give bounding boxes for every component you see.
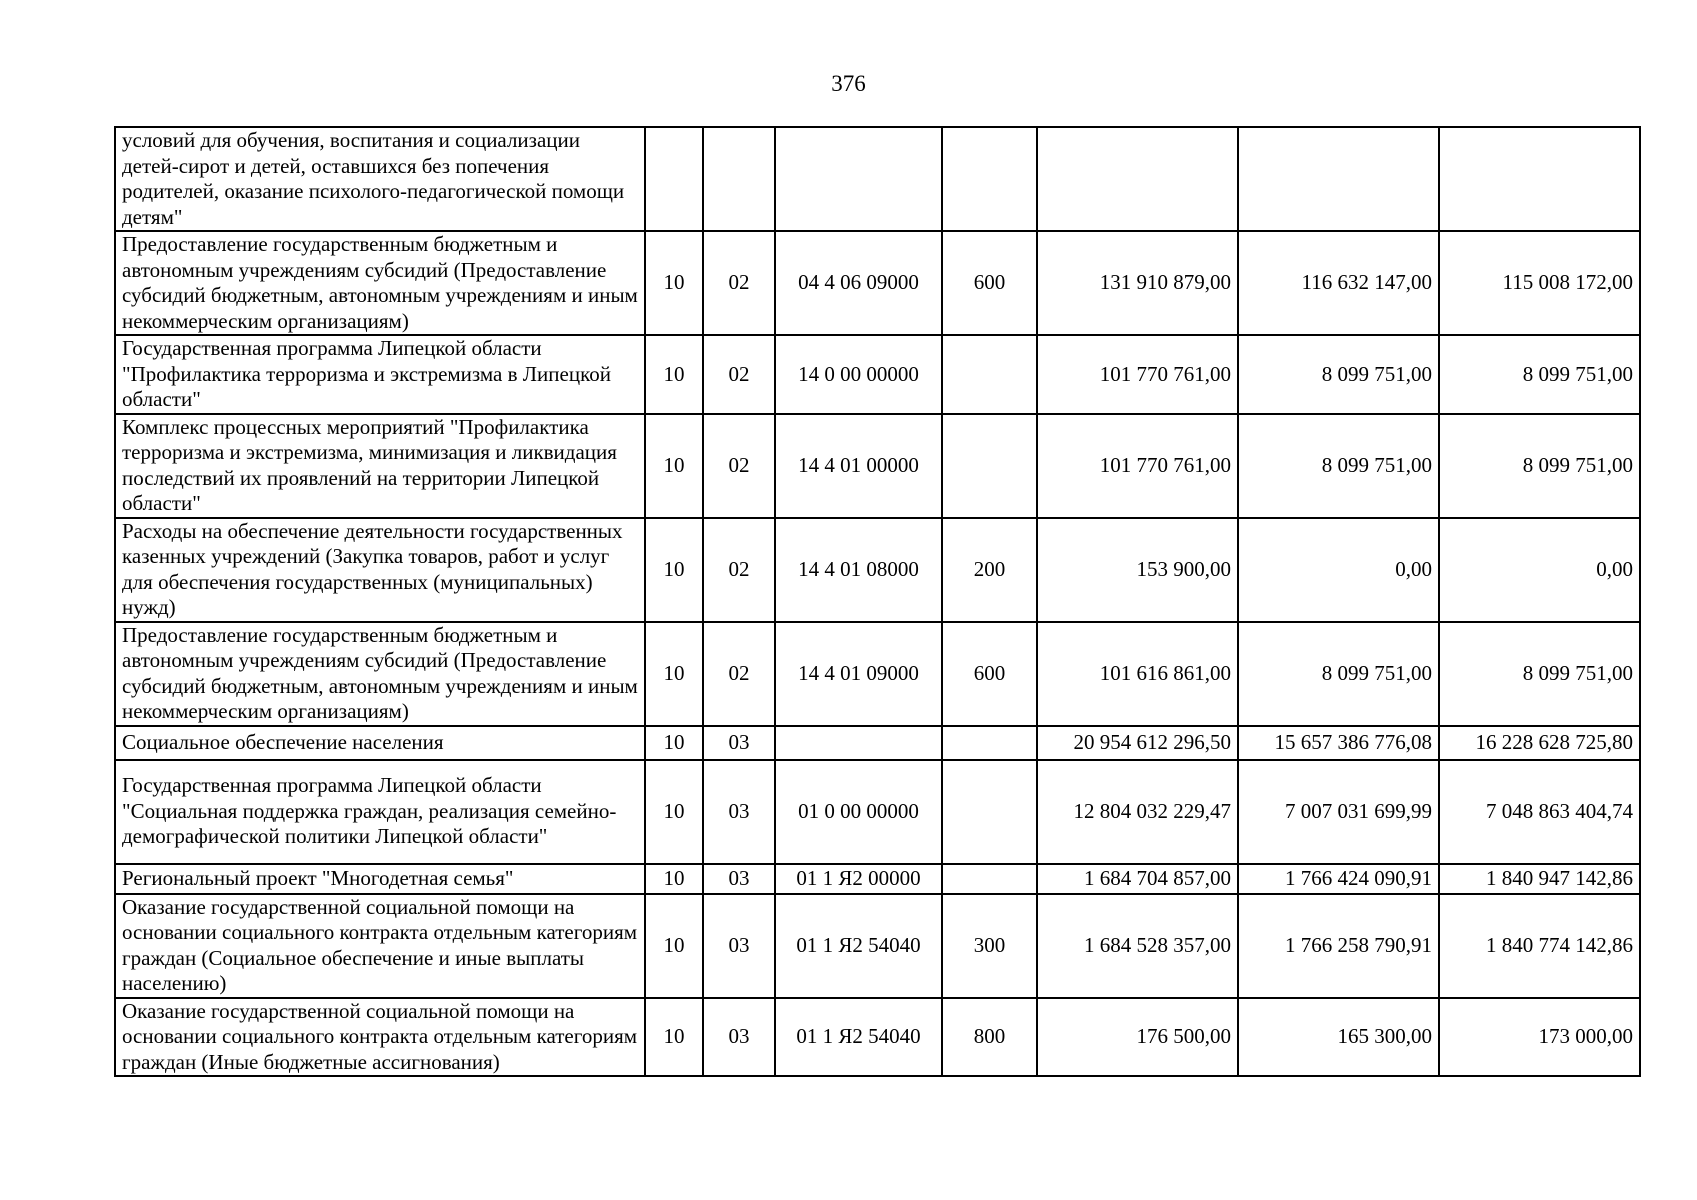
row-amount-1: 101 616 861,00 — [1037, 622, 1238, 726]
row-amount-3 — [1439, 127, 1640, 231]
table-row — [115, 998, 1640, 1077]
row-subsection — [703, 127, 775, 231]
row-subsection: 02 — [703, 335, 775, 414]
row-name: Предоставление государственным бюджетным и автономным учреждениям субсидий (Предоставление субсидий бюджетным, автономным учреждениям и иным некоммерческим организациям) — [115, 622, 645, 726]
row-name: Государственная программа Липецкой области "Социальная поддержка граждан, реализация семейно-демографической политики Липецкой области" — [115, 760, 645, 864]
row-amount-3: 8 099 751,00 — [1439, 335, 1640, 414]
table-row — [115, 231, 1640, 335]
row-amount-3: 1 840 774 142,86 — [1439, 894, 1640, 998]
row-target-article — [775, 127, 942, 231]
row-section: 10 — [645, 518, 703, 622]
row-name: Государственная программа Липецкой области "Профилактика терроризма и экстремизма в Липецкой области" — [115, 335, 645, 414]
row-target-article — [775, 726, 942, 760]
row-name: условий для обучения, воспитания и социализации детей-сирот и детей, оставшихся без попечения родителей, оказание психолого-педагогической помощи детям" — [115, 127, 645, 231]
row-expense-type — [942, 760, 1037, 864]
table-row — [115, 622, 1640, 726]
table-row — [115, 864, 1640, 894]
row-target-article: 01 1 Я2 54040 — [775, 998, 942, 1077]
page-number: 376 — [831, 71, 866, 96]
row-amount-2: 116 632 147,00 — [1238, 231, 1439, 335]
row-amount-1: 131 910 879,00 — [1037, 231, 1238, 335]
row-name: Региональный проект "Многодетная семья" — [115, 864, 645, 894]
row-name: Предоставление государственным бюджетным и автономным учреждениям субсидий (Предоставление субсидий бюджетным, автономным учреждениям и иным некоммерческим организациям) — [115, 231, 645, 335]
row-target-article: 14 0 00 00000 — [775, 335, 942, 414]
row-expense-type: 800 — [942, 998, 1037, 1077]
row-section: 10 — [645, 760, 703, 864]
row-target-article: 01 1 Я2 00000 — [775, 864, 942, 894]
budget-table — [114, 126, 1641, 1077]
row-amount-2: 8 099 751,00 — [1238, 414, 1439, 518]
row-name: Оказание государственной социальной помощи на основании социального контракта отдельным категориям граждан (Иные бюджетные ассигнования) — [115, 998, 645, 1077]
row-subsection: 03 — [703, 726, 775, 760]
row-section: 10 — [645, 998, 703, 1077]
row-amount-3: 0,00 — [1439, 518, 1640, 622]
table-row — [115, 726, 1640, 760]
row-amount-1: 153 900,00 — [1037, 518, 1238, 622]
row-expense-type: 300 — [942, 894, 1037, 998]
row-subsection: 02 — [703, 518, 775, 622]
table-row — [115, 335, 1640, 414]
table-row — [115, 518, 1640, 622]
row-section: 10 — [645, 622, 703, 726]
row-amount-1: 101 770 761,00 — [1037, 335, 1238, 414]
row-section — [645, 127, 703, 231]
row-expense-type — [942, 127, 1037, 231]
row-name: Расходы на обеспечение деятельности государственных казенных учреждений (Закупка товаров, работ и услуг для обеспечения государственных (муниципальных) нужд) — [115, 518, 645, 622]
row-amount-3: 7 048 863 404,74 — [1439, 760, 1640, 864]
row-target-article: 04 4 06 09000 — [775, 231, 942, 335]
row-expense-type — [942, 335, 1037, 414]
row-amount-1 — [1037, 127, 1238, 231]
row-amount-2: 1 766 424 090,91 — [1238, 864, 1439, 894]
row-amount-1: 1 684 528 357,00 — [1037, 894, 1238, 998]
row-amount-3: 16 228 628 725,80 — [1439, 726, 1640, 760]
row-subsection: 02 — [703, 622, 775, 726]
row-subsection: 02 — [703, 231, 775, 335]
row-amount-3: 1 840 947 142,86 — [1439, 864, 1640, 894]
row-section: 10 — [645, 335, 703, 414]
row-target-article: 01 1 Я2 54040 — [775, 894, 942, 998]
row-amount-1: 1 684 704 857,00 — [1037, 864, 1238, 894]
row-subsection: 03 — [703, 864, 775, 894]
row-section: 10 — [645, 894, 703, 998]
row-expense-type — [942, 414, 1037, 518]
row-name: Социальное обеспечение населения — [115, 726, 645, 760]
row-amount-3: 115 008 172,00 — [1439, 231, 1640, 335]
row-amount-2 — [1238, 127, 1439, 231]
row-subsection: 03 — [703, 894, 775, 998]
row-subsection: 02 — [703, 414, 775, 518]
row-amount-2: 0,00 — [1238, 518, 1439, 622]
row-amount-2: 8 099 751,00 — [1238, 335, 1439, 414]
row-amount-1: 20 954 612 296,50 — [1037, 726, 1238, 760]
row-name: Комплекс процессных мероприятий "Профилактика терроризма и экстремизма, минимизация и ликвидация последствий их проявлений на территории Липецкой области" — [115, 414, 645, 518]
table-row — [115, 894, 1640, 998]
row-amount-3: 8 099 751,00 — [1439, 622, 1640, 726]
row-expense-type — [942, 864, 1037, 894]
row-amount-1: 176 500,00 — [1037, 998, 1238, 1077]
row-section: 10 — [645, 864, 703, 894]
row-expense-type: 600 — [942, 622, 1037, 726]
row-amount-2: 8 099 751,00 — [1238, 622, 1439, 726]
row-subsection: 03 — [703, 998, 775, 1077]
row-amount-2: 7 007 031 699,99 — [1238, 760, 1439, 864]
row-section: 10 — [645, 726, 703, 760]
row-target-article: 14 4 01 09000 — [775, 622, 942, 726]
row-amount-3: 8 099 751,00 — [1439, 414, 1640, 518]
table-row — [115, 414, 1640, 518]
row-amount-2: 1 766 258 790,91 — [1238, 894, 1439, 998]
row-amount-2: 165 300,00 — [1238, 998, 1439, 1077]
table-row — [115, 127, 1640, 231]
row-amount-1: 101 770 761,00 — [1037, 414, 1238, 518]
row-target-article: 01 0 00 00000 — [775, 760, 942, 864]
row-expense-type: 600 — [942, 231, 1037, 335]
row-expense-type: 200 — [942, 518, 1037, 622]
row-target-article: 14 4 01 08000 — [775, 518, 942, 622]
row-section: 10 — [645, 414, 703, 518]
row-section: 10 — [645, 231, 703, 335]
row-amount-1: 12 804 032 229,47 — [1037, 760, 1238, 864]
table-row — [115, 760, 1640, 864]
row-subsection: 03 — [703, 760, 775, 864]
row-expense-type — [942, 726, 1037, 760]
row-target-article: 14 4 01 00000 — [775, 414, 942, 518]
row-name: Оказание государственной социальной помощи на основании социального контракта отдельным категориям граждан (Социальное обеспечение и иные выплаты населению) — [115, 894, 645, 998]
row-amount-2: 15 657 386 776,08 — [1238, 726, 1439, 760]
row-amount-3: 173 000,00 — [1439, 998, 1640, 1077]
